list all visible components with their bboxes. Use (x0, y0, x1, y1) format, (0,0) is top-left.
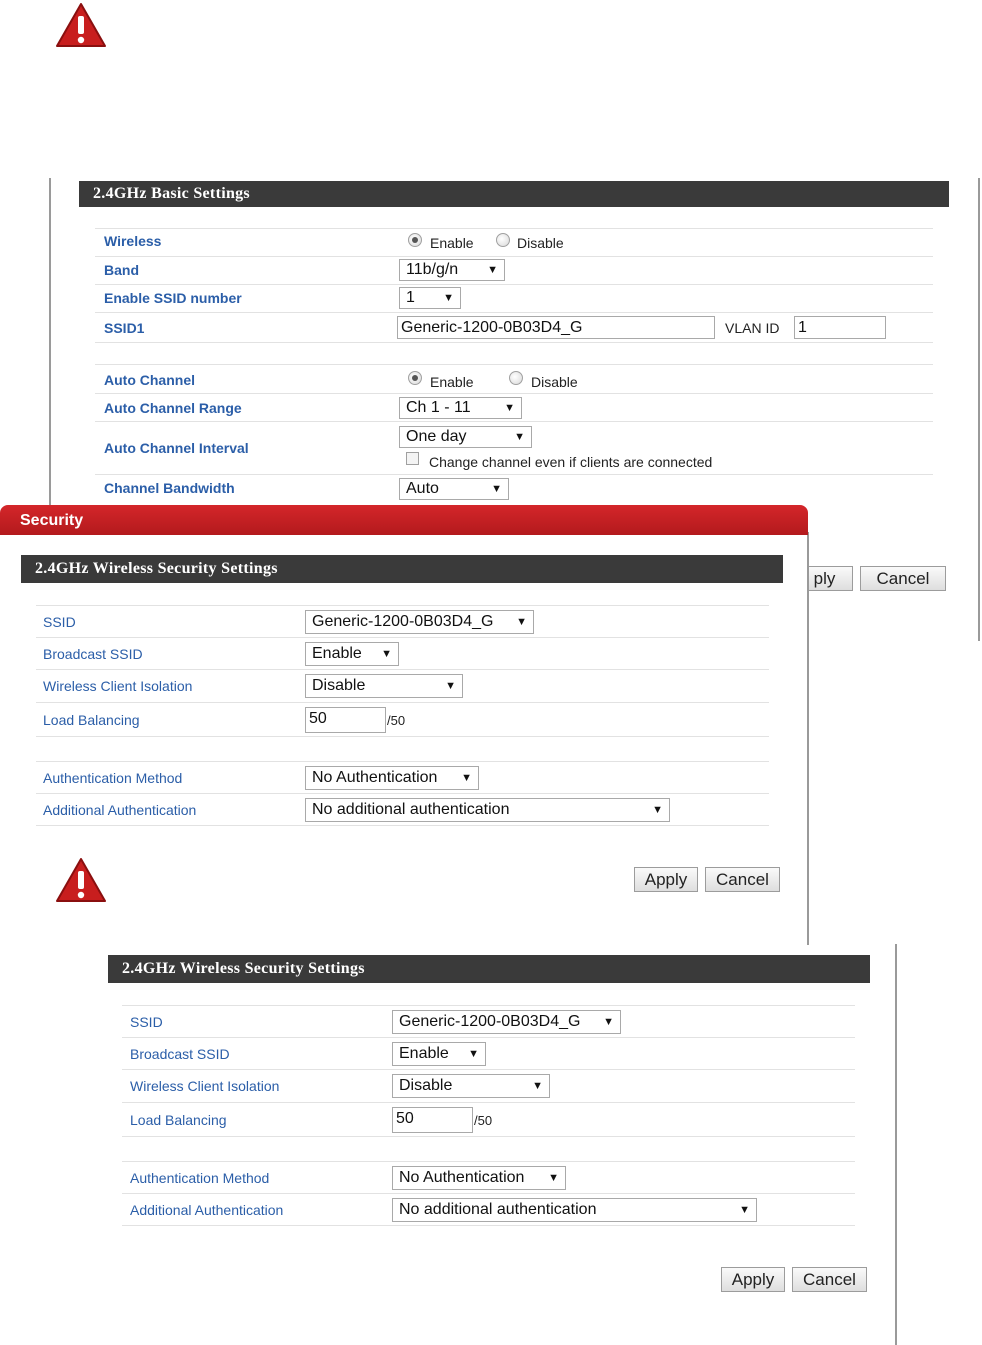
additional-auth-value: No additional authentication (399, 1201, 597, 1218)
channel-interval-value: One day (406, 428, 467, 445)
auto-channel-label: Auto Channel (104, 372, 195, 388)
vlan-id-input[interactable]: 1 (794, 316, 886, 339)
channel-range-label: Auto Channel Range (104, 400, 242, 416)
row-divider (122, 1005, 855, 1006)
row-divider (122, 1069, 855, 1070)
change-channel-label: Change channel even if clients are connected (429, 454, 713, 470)
ssid-number-select[interactable] (399, 287, 461, 309)
chevron-down-icon: ▼ (461, 772, 472, 784)
frame-border-right (978, 178, 980, 641)
row-divider (95, 284, 933, 285)
ssid-select-value: Generic-1200-0B03D4_G (399, 1013, 581, 1030)
chevron-down-icon: ▼ (514, 431, 525, 443)
row-divider (95, 421, 933, 422)
load-balancing-max: /50 (387, 713, 406, 728)
row-divider (122, 1193, 855, 1194)
chevron-down-icon: ▼ (603, 1016, 614, 1028)
auto-channel-enable-label: Enable (430, 374, 474, 390)
client-isolation-label: Wireless Client Isolation (43, 678, 193, 694)
client-isolation-value: Disable (312, 677, 366, 694)
broadcast-ssid-value: Enable (312, 645, 362, 662)
broadcast-ssid-select[interactable] (305, 642, 399, 666)
auth-method-select[interactable] (392, 1166, 566, 1190)
row-divider (36, 736, 769, 737)
client-isolation-label: Wireless Client Isolation (130, 1078, 280, 1094)
row-divider (36, 702, 769, 703)
security-settings-header: 2.4GHz Wireless Security Settings (21, 555, 783, 583)
chevron-down-icon: ▼ (548, 1172, 559, 1184)
broadcast-ssid-label: Broadcast SSID (43, 646, 143, 662)
broadcast-ssid-value: Enable (399, 1045, 449, 1062)
ssid-label: SSID (43, 614, 76, 630)
chevron-down-icon: ▼ (491, 483, 502, 495)
auto-channel-disable-radio[interactable] (509, 371, 523, 385)
apply-button[interactable]: Apply (634, 867, 698, 892)
load-balancing-label: Load Balancing (43, 712, 140, 728)
load-balancing-label: Load Balancing (130, 1112, 227, 1128)
auth-method-value: No Authentication (312, 769, 438, 786)
ssid1-input[interactable]: Generic-1200-0B03D4_G (397, 316, 715, 339)
ssid-number-label: Enable SSID number (104, 290, 242, 306)
security-settings-header-2: 2.4GHz Wireless Security Settings (108, 955, 870, 983)
row-divider (36, 793, 769, 794)
auth-method-select[interactable] (305, 766, 479, 790)
additional-auth-select[interactable] (305, 798, 670, 822)
row-divider (36, 761, 769, 762)
load-balancing-input[interactable]: 50 (392, 1107, 473, 1133)
auth-method-label: Authentication Method (43, 770, 183, 786)
cancel-button[interactable]: Cancel (792, 1267, 867, 1292)
apply-button-partial[interactable]: ply (796, 566, 853, 591)
wireless-disable-label: Disable (517, 235, 564, 251)
row-divider (95, 393, 933, 394)
chevron-down-icon: ▼ (381, 648, 392, 660)
chevron-down-icon: ▼ (487, 264, 498, 276)
ssid-label: SSID (130, 1014, 163, 1030)
row-divider (122, 1161, 855, 1162)
load-balancing-input[interactable]: 50 (305, 707, 386, 733)
frame-border-left (49, 178, 51, 508)
chevron-down-icon: ▼ (443, 292, 454, 304)
chevron-down-icon: ▼ (445, 680, 456, 692)
ssid1-label: SSID1 (104, 320, 145, 336)
additional-auth-label: Additional Authentication (43, 802, 197, 818)
broadcast-ssid-label: Broadcast SSID (130, 1046, 230, 1062)
row-divider (95, 474, 933, 475)
channel-range-select[interactable] (399, 397, 522, 419)
chevron-down-icon: ▼ (468, 1048, 479, 1060)
auth-method-value: No Authentication (399, 1169, 525, 1186)
warning-icon (55, 857, 107, 905)
row-divider (95, 256, 933, 257)
auto-channel-disable-label: Disable (531, 374, 578, 390)
wireless-disable-radio[interactable] (496, 233, 510, 247)
client-isolation-select[interactable] (392, 1074, 550, 1098)
band-select-value: 11b/g/n (406, 261, 459, 278)
row-divider (122, 1136, 855, 1137)
bandwidth-select[interactable] (399, 478, 509, 500)
chevron-down-icon: ▼ (504, 402, 515, 414)
ssid-select[interactable] (392, 1010, 621, 1034)
channel-interval-label: Auto Channel Interval (104, 440, 249, 456)
row-divider (36, 825, 769, 826)
change-channel-checkbox[interactable] (406, 452, 419, 465)
additional-auth-label: Additional Authentication (130, 1202, 284, 1218)
band-select[interactable] (399, 259, 505, 281)
client-isolation-value: Disable (399, 1077, 453, 1094)
row-divider (95, 228, 933, 229)
apply-button[interactable]: Apply (721, 1267, 785, 1292)
security-tab[interactable]: Security (0, 505, 808, 535)
row-divider (122, 1037, 855, 1038)
frame-border-right (895, 944, 897, 1345)
security-panel-border (807, 532, 809, 945)
row-divider (95, 312, 933, 313)
chevron-down-icon: ▼ (739, 1204, 750, 1216)
channel-interval-select[interactable] (399, 426, 532, 448)
chevron-down-icon: ▼ (516, 616, 527, 628)
wireless-enable-label: Enable (430, 235, 474, 251)
row-divider (36, 605, 769, 606)
channel-range-value: Ch 1 - 11 (406, 399, 471, 416)
band-label: Band (104, 262, 139, 278)
load-balancing-max: /50 (474, 1113, 493, 1128)
ssid-select-value: Generic-1200-0B03D4_G (312, 613, 494, 630)
chevron-down-icon: ▼ (532, 1080, 543, 1092)
row-divider (122, 1225, 855, 1226)
warning-icon (55, 2, 107, 50)
auto-channel-enable-radio[interactable] (408, 371, 422, 385)
row-divider (95, 342, 933, 343)
cancel-button[interactable]: Cancel (860, 566, 946, 591)
cancel-button[interactable]: Cancel (705, 867, 780, 892)
row-divider (95, 364, 933, 365)
additional-auth-value: No additional authentication (312, 801, 510, 818)
wireless-label: Wireless (104, 233, 162, 249)
bandwidth-value: Auto (406, 480, 439, 497)
additional-auth-select[interactable] (392, 1198, 757, 1222)
ssid-number-value: 1 (406, 289, 415, 306)
ssid-select[interactable] (305, 610, 534, 634)
row-divider (36, 637, 769, 638)
broadcast-ssid-select[interactable] (392, 1042, 486, 1066)
chevron-down-icon: ▼ (652, 804, 663, 816)
bandwidth-label: Channel Bandwidth (104, 480, 235, 496)
auth-method-label: Authentication Method (130, 1170, 270, 1186)
basic-settings-header: 2.4GHz Basic Settings (79, 181, 949, 207)
row-divider (36, 669, 769, 670)
row-divider (122, 1102, 855, 1103)
wireless-enable-radio[interactable] (408, 233, 422, 247)
vlan-id-label: VLAN ID (725, 320, 780, 336)
client-isolation-select[interactable] (305, 674, 463, 698)
